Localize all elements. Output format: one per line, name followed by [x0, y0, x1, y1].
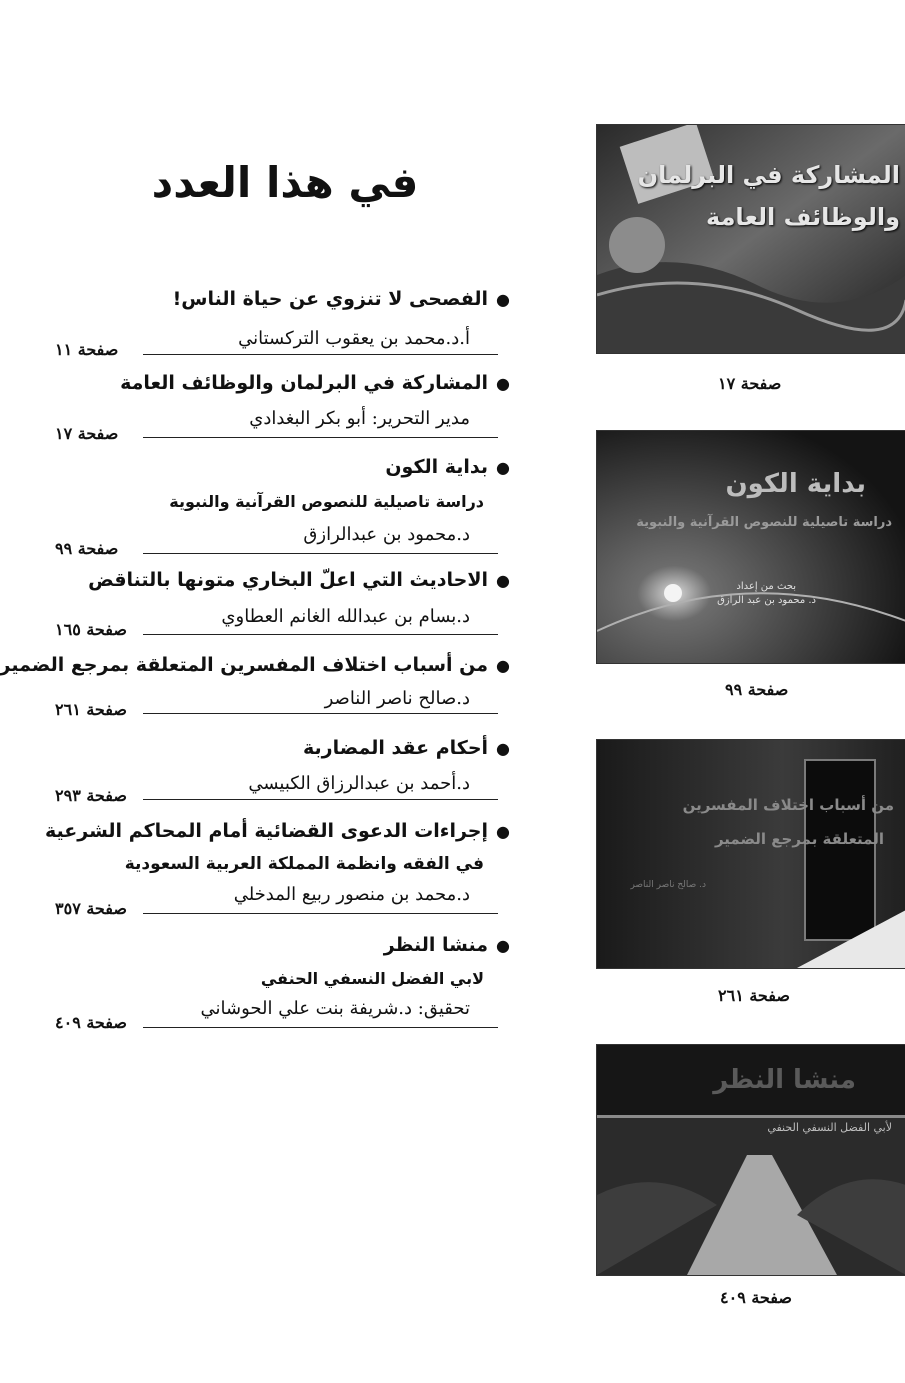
- toc-entry-title-text: منشا النظر: [383, 934, 489, 956]
- divider: [143, 437, 498, 438]
- toc-entry-page: صفحة ٢٩٣: [55, 786, 127, 805]
- toc-entry-title-text: المشاركة في البرلمان والوظائف العامة: [120, 372, 489, 394]
- thumbnail-caption: صفحة ٩٩: [725, 680, 789, 699]
- cover-heading: المشاركة في البرلمان: [637, 161, 900, 189]
- toc-entry-title-text: إجراءات الدعوى القضائية أمام المحاكم الشرعية: [45, 820, 489, 842]
- toc-entry-page: صفحة ٢٦١: [55, 700, 127, 719]
- toc-entry-title: [45, 818, 510, 845]
- divider: [143, 354, 498, 355]
- bullet-icon: ●: [496, 458, 510, 477]
- toc-entry-page: صفحة ٩٩: [55, 539, 119, 558]
- toc-entry-author: د.محمد بن منصور ربيع المدخلي: [233, 884, 470, 905]
- toc-entry-title: [120, 370, 510, 397]
- toc-entry-subtitle: لابي الفضل النسفي الحنفي: [260, 969, 484, 988]
- cover-image: [597, 740, 905, 968]
- toc-entry-title: [88, 567, 510, 594]
- thumbnail-caption: صفحة ٢٦١: [718, 986, 790, 1005]
- divider: [143, 553, 498, 554]
- article-cover-thumbnail[interactable]: [596, 739, 905, 969]
- toc-entry-title-text: الفصحى لا تنزوي عن حياة الناس!: [172, 288, 489, 310]
- bullet-icon: ●: [496, 290, 510, 309]
- bullet-icon: ●: [496, 656, 510, 675]
- toc-entry-author: د.صالح ناصر الناصر: [324, 688, 470, 709]
- cover-heading: والوظائف العامة: [706, 203, 900, 231]
- toc-entry-title: [173, 286, 510, 313]
- bullet-icon: ●: [496, 374, 510, 393]
- toc-entry-title-text: الاحاديث التي اعلّ البخاري متونها بالتناقض: [88, 569, 489, 591]
- page-title: في هذا العدد: [151, 158, 419, 207]
- bullet-icon: ●: [496, 739, 510, 758]
- toc-entry-author: د.بسام بن عبدالله الغانم العطاوي: [221, 606, 470, 627]
- article-cover-thumbnail[interactable]: [596, 1044, 905, 1276]
- article-cover-thumbnail[interactable]: [596, 124, 905, 354]
- toc-entry-title-text: من أسباب اختلاف المفسرين المتعلقة بمرجع الضمير: [0, 654, 489, 676]
- toc-entry-subtitle: دراسة تاصيلية للنصوص القرآنية والنبوية: [169, 492, 484, 511]
- cover-heading: المتعلقة بمرجع الضمير: [714, 830, 884, 848]
- divider: [143, 913, 498, 914]
- toc-entry-page: صفحة ١١: [55, 340, 119, 359]
- toc-entry-author: د.محمود بن عبدالرازق: [303, 524, 470, 545]
- cover-text: بحث من إعداد: [736, 581, 796, 592]
- cover-subheading: دراسة تاصيلية للنصوص القرآنية والنبوية: [636, 515, 892, 530]
- toc-entry-title: [0, 652, 510, 679]
- thumbnail-caption: صفحة ٤٠٩: [720, 1288, 792, 1307]
- cover-heading: بداية الكون: [725, 469, 866, 499]
- toc-entry-author: مدير التحرير: أبو بكر البغدادي: [249, 408, 470, 429]
- cover-text: د. محمود بن عبد الرازق: [717, 595, 816, 606]
- thumbnail-caption: صفحة ١٧: [718, 374, 782, 393]
- toc-entry-page: صفحة ٤٠٩: [55, 1013, 127, 1032]
- toc-entry-title-text: أحكام عقد المضاربة: [303, 737, 489, 759]
- cover-text: د. صالح ناصر الناصر: [630, 880, 706, 890]
- bullet-icon: ●: [496, 936, 510, 955]
- toc-entry-title: [384, 932, 510, 959]
- toc-entry-page: صفحة ١٧: [55, 424, 119, 443]
- toc-entry-title-text: بداية الكون: [385, 456, 489, 478]
- toc-entry-author: تحقيق: د.شريفة بنت علي الحوشاني: [200, 998, 470, 1019]
- divider: [143, 799, 498, 800]
- toc-entry-page: صفحة ٣٥٧: [55, 899, 127, 918]
- cover-subheading: لأبي الفضل النسفي الحنفي: [767, 1121, 892, 1134]
- divider: [143, 1027, 498, 1028]
- toc-entry-author: د.أحمد بن عبدالرزاق الكبيسي: [248, 773, 470, 794]
- cover-image: [597, 125, 905, 353]
- divider: [143, 634, 498, 635]
- toc-entry-page: صفحة ١٦٥: [55, 620, 127, 639]
- bullet-icon: ●: [496, 571, 510, 590]
- toc-entry-subtitle: في الفقه وانظمة المملكة العربية السعودية: [124, 854, 484, 874]
- cover-heading: من أسباب اختلاف المفسرين: [682, 796, 894, 814]
- cover-image: [597, 431, 905, 663]
- toc-entry-author: أ.د.محمد بن يعقوب التركستاني: [238, 328, 470, 349]
- bullet-icon: ●: [496, 822, 510, 841]
- divider: [143, 713, 498, 714]
- toc-entry-title: [385, 454, 510, 481]
- article-cover-thumbnail[interactable]: [596, 430, 905, 664]
- toc-entry-title: [303, 735, 510, 762]
- cover-heading: منشا النظر: [713, 1065, 856, 1095]
